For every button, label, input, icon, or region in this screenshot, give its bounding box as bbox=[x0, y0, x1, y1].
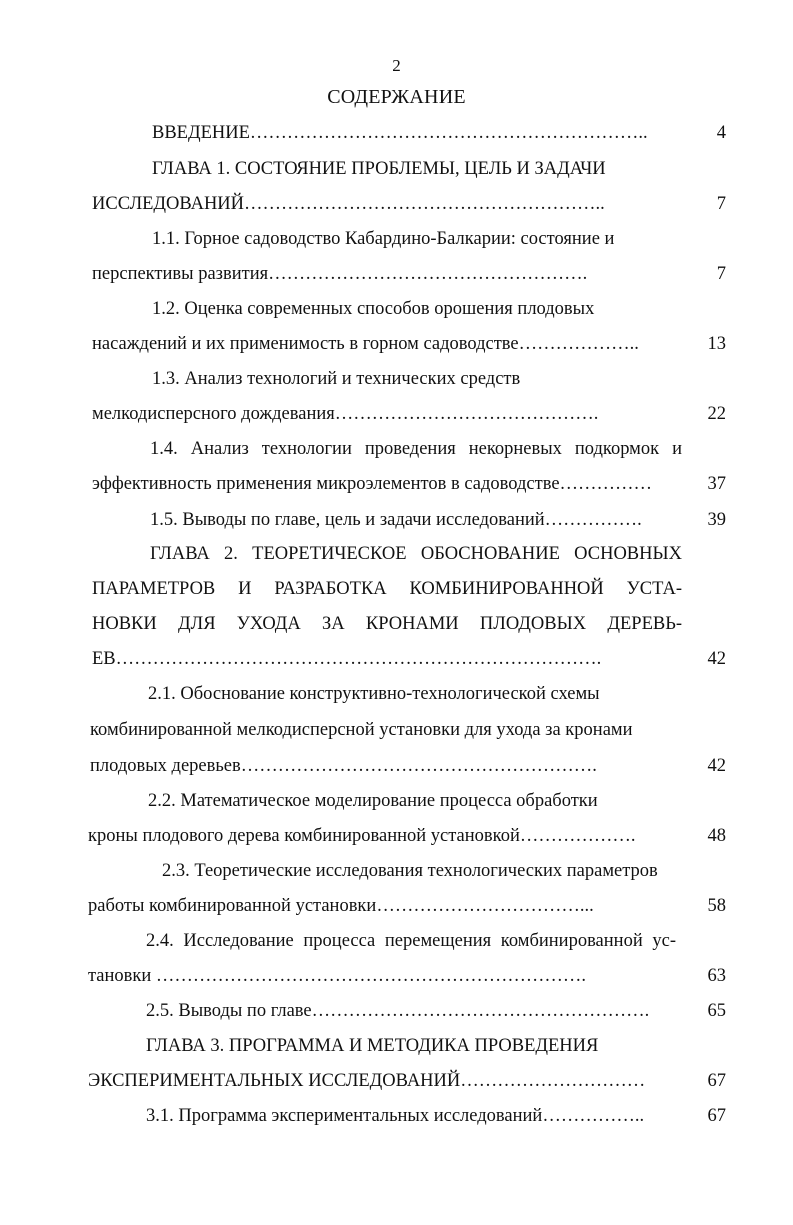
toc-entry-chapter-1: ГЛАВА 1. СОСТОЯНИЕ ПРОБЛЕМЫ, ЦЕЛЬ И ЗАДАЧИ bbox=[152, 159, 606, 179]
toc-entry-2-1-cont-2: плодовых деревьев…………………………………………………. bbox=[90, 756, 597, 776]
toc-page-3-1: 67 bbox=[707, 1106, 726, 1126]
page-number: 2 bbox=[392, 56, 401, 75]
toc-entry-introduction: ВВЕДЕНИЕ……………………………………………………….. bbox=[152, 123, 648, 143]
toc-entry-1-3: 1.3. Анализ технологий и технических средств bbox=[152, 369, 521, 389]
toc-entry-chapter-1-cont: ИССЛЕДОВАНИЙ………………………………………………….. bbox=[92, 194, 605, 214]
toc-page-1-4: 37 bbox=[707, 474, 726, 494]
toc-entry-chapter-2: ГЛАВА 2. ТЕОРЕТИЧЕСКОЕ ОБОСНОВАНИЕ ОСНОВНЫХ bbox=[150, 544, 682, 564]
page-title: СОДЕРЖАНИЕ bbox=[327, 86, 466, 108]
toc-entry-chapter-3-cont: ЭКСПЕРИМЕНТАЛЬНЫХ ИССЛЕДОВАНИЙ………………………… bbox=[88, 1071, 646, 1091]
toc-entry-3-1: 3.1. Программа экспериментальных исследований…………….. bbox=[146, 1106, 645, 1126]
toc-page-chapter-3: 67 bbox=[707, 1071, 726, 1091]
toc-entry-1-4-cont: эффективность применения микроэлементов в садоводстве…………… bbox=[92, 474, 653, 494]
toc-page-1-5: 39 bbox=[707, 510, 726, 530]
toc-page-2-3: 58 bbox=[707, 896, 726, 916]
toc-page-1-1: 7 bbox=[716, 264, 726, 284]
toc-entry-chapter-2-cont-1: ПАРАМЕТРОВ И РАЗРАБОТКА КОМБИНИРОВАННОЙ УСТА- bbox=[92, 579, 682, 599]
toc-page-2-5: 65 bbox=[707, 1001, 726, 1021]
toc-entry-1-5: 1.5. Выводы по главе, цель и задачи исследований……………. bbox=[150, 510, 642, 530]
toc-page-chapter-2: 42 bbox=[707, 649, 726, 669]
toc-entry-2-4: 2.4. Исследование процесса перемещения комбинированной ус- bbox=[146, 931, 676, 951]
toc-page-2-2: 48 bbox=[707, 826, 726, 846]
toc-page-chapter-1: 7 bbox=[716, 194, 726, 214]
toc-entry-1-4: 1.4. Анализ технологии проведения некорневых подкормок и bbox=[150, 439, 682, 459]
toc-entry-chapter-2-cont-3: ЕВ……………………………………………………………………. bbox=[92, 649, 602, 669]
toc-entry-2-1: 2.1. Обоснование конструктивно-технологической схемы bbox=[148, 684, 600, 704]
toc-entry-1-1-cont: перспективы развития……………………………………………. bbox=[92, 264, 588, 284]
toc-entry-2-4-cont: тановки ……………………………………………………………. bbox=[88, 966, 587, 986]
toc-entry-chapter-3: ГЛАВА 3. ПРОГРАММА И МЕТОДИКА ПРОВЕДЕНИЯ bbox=[146, 1036, 599, 1056]
toc-page-1-3: 22 bbox=[707, 404, 726, 424]
toc-entry-1-2: 1.2. Оценка современных способов орошения плодовых bbox=[152, 299, 595, 319]
toc-page-2-1: 42 bbox=[707, 756, 726, 776]
toc-entry-2-2: 2.2. Математическое моделирование процесса обработки bbox=[148, 791, 598, 811]
toc-entry-2-5: 2.5. Выводы по главе………………………………………………. bbox=[146, 1001, 650, 1021]
toc-entry-2-2-cont: кроны плодового дерева комбинированной установкой………………. bbox=[88, 826, 636, 846]
toc-page-introduction: 4 bbox=[716, 123, 726, 143]
toc-entry-1-1: 1.1. Горное садоводство Кабардино-Балкарии: состояние и bbox=[152, 229, 615, 249]
toc-page-2-4: 63 bbox=[707, 966, 726, 986]
toc-entry-2-1-cont-1: комбинированной мелкодисперсной установки для ухода за кронами bbox=[90, 720, 633, 740]
toc-entry-2-3: 2.3. Теоретические исследования технологических параметров bbox=[162, 861, 658, 881]
toc-entry-2-3-cont: работы комбинированной установки……………………………... bbox=[88, 896, 594, 916]
toc-page-1-2: 13 bbox=[707, 334, 726, 354]
toc-entry-1-2-cont: насаждений и их применимость в горном садоводстве……………….. bbox=[92, 334, 639, 354]
toc-entry-chapter-2-cont-2: НОВКИ ДЛЯ УХОДА ЗА КРОНАМИ ПЛОДОВЫХ ДЕРЕВЬ- bbox=[92, 614, 682, 634]
toc-entry-1-3-cont: мелкодисперсного дождевания……………………………………. bbox=[92, 404, 599, 424]
